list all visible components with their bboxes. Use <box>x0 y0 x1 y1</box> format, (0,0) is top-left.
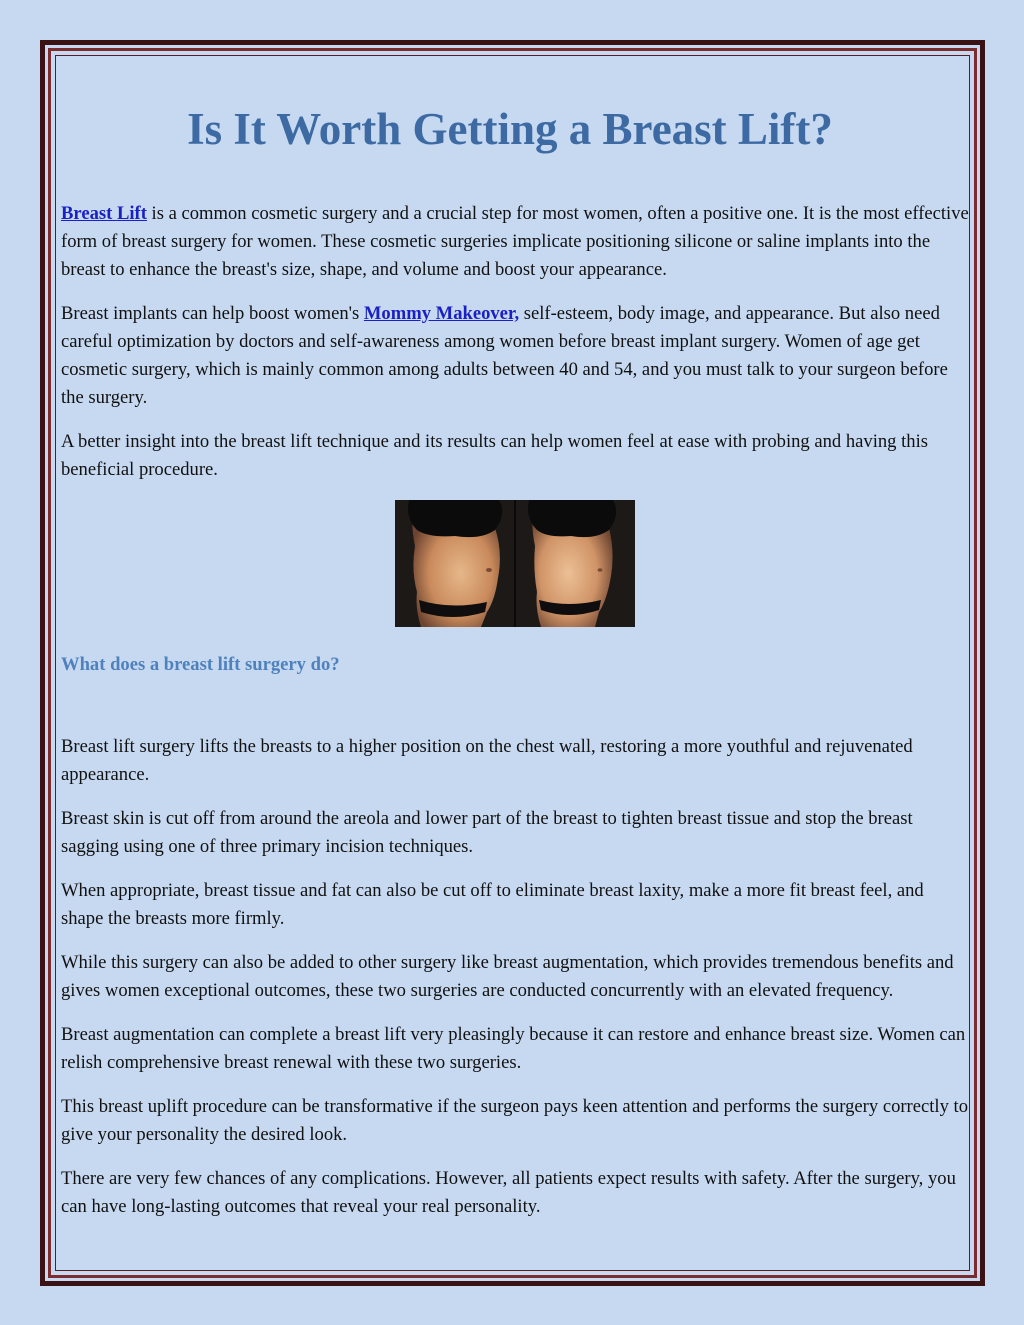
body-paragraph: Breast lift surgery lifts the breasts to a higher position on the chest wall, restoring a more youthful and rejuvenated appearance. <box>61 736 913 785</box>
body-paragraph: Breast augmentation can complete a breast lift very pleasingly because it can restore and enhance breast size. Women can relish comprehensive breast renewal with these two surgeries. <box>61 1024 966 1073</box>
paragraph-2-before: Breast implants can help boost women's <box>61 303 364 324</box>
section-heading: What does a breast lift surgery do? <box>61 654 340 675</box>
body-paragraph: While this surgery can also be added to other surgery like breast augmentation, which provides tremendous benefits and gives women exceptional outcomes, these two surgeries are conducted concurrently with an elevated frequency. <box>61 952 954 1001</box>
paragraph-2-after: self-esteem, body image, and appearance. But also need careful optimization by doctors and self-awareness among women before breast implant surgery. Women of age get cosmetic surgery, which is mainly common among adults between 40 and 54, and you must talk to your surgeon before the surgery. <box>61 303 948 408</box>
body-paragraph: This breast uplift procedure can be transformative if the surgeon pays keen attention and performs the surgery correctly to give your personality the desired look. <box>61 1096 968 1145</box>
breast-lift-link[interactable]: Breast Lift <box>61 203 147 224</box>
before-after-illustration <box>395 500 635 627</box>
body-paragraph: There are very few chances of any complications. However, all patients expect results with safety. After the surgery, you can have long-lasting outcomes that reveal your real personality. <box>61 1168 956 1217</box>
intro-text: is a common cosmetic surgery and a crucial step for most women, often a positive one. It is the most effective form of breast surgery for women. These cosmetic surgeries implicate positioning silicone or saline implants into the breast to enhance the breast's size, shape, and volume and boost your appearance. <box>61 203 969 280</box>
page-title: Is It Worth Getting a Breast Lift? <box>187 104 833 154</box>
article <box>61 96 969 1237</box>
paragraph-3: A better insight into the breast lift technique and its results can help women feel at ease with probing and having this beneficial procedure. <box>61 431 928 480</box>
paragraph-2 <box>61 300 969 412</box>
body-paragraph: Breast skin is cut off from around the areola and lower part of the breast to tighten breast tissue and stop the breast sagging using one of three primary incision techniques. <box>61 808 913 857</box>
mommy-makeover-link[interactable]: Mommy Makeover, <box>363 303 520 324</box>
photo-container <box>61 500 969 627</box>
before-after-photo <box>395 500 635 627</box>
body-paragraph: When appropriate, breast tissue and fat can also be cut off to eliminate breast laxity, make a more fit breast feel, and shape the breasts more firmly. <box>61 880 924 929</box>
intro-paragraph <box>61 200 969 284</box>
